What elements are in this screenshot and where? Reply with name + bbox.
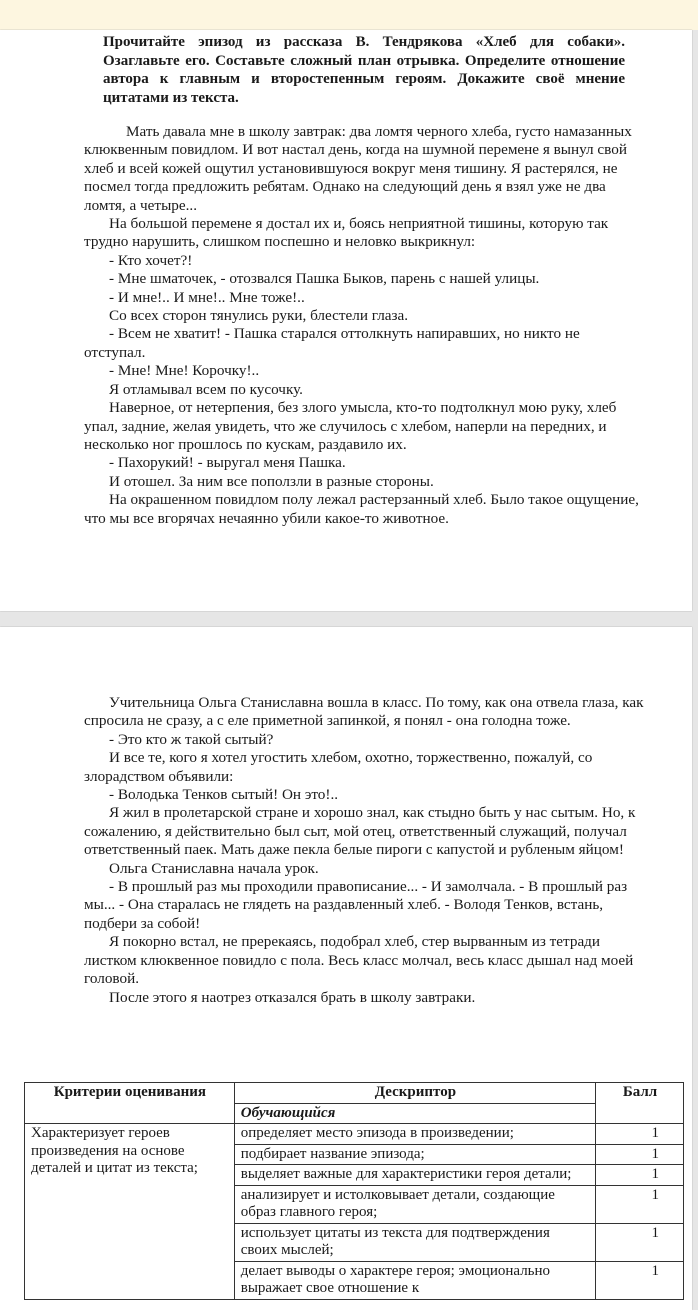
- paragraph: Мать давала мне в школу завтрак: два ломтя черного хлеба, густо намазанных клюквенным повидлом. И вот настал день, когда на шумной перемене я вынул свой хлеб и всей кожей ощутил установившуюся вокруг меня тишину. Я растерялся, не посмел тогда предложить ребятам. Однако на следующий день я взял уже не два ломтя, а четыре...: [84, 123, 632, 214]
- paragraph: После этого я наотрез отказался брать в школу завтраки.: [109, 988, 476, 1006]
- descriptor-cell: определяет место эпизода в произведении;: [234, 1124, 595, 1145]
- paragraph: - И мне!.. И мне!.. Мне тоже!..: [109, 288, 305, 306]
- document-page-2: [0, 627, 692, 1310]
- paragraph: И отошел. За ним все поползли в разные стороны.: [109, 472, 434, 490]
- score-cell: 1: [596, 1223, 684, 1261]
- criterion-cell: Характеризует героев произведения на основе деталей и цитат из текста;: [25, 1124, 235, 1300]
- assessment-criteria-table: [24, 1082, 684, 1300]
- paragraph: - Володька Тенков сытый! Он это!..: [109, 786, 339, 804]
- paragraph: Я жил в пролетарской стране и хорошо знал, как стыдно быть у нас сытым. Но, к сожалению, я действительно был сыт, мой отец, ответственный служащий, получал ответственный паек. Мать даже пекла белые пироги с капустой и рубленым яйцом!: [84, 804, 636, 859]
- descriptor-cell: подбирает название эпизода;: [234, 1144, 595, 1165]
- document-page-1: [0, 30, 692, 611]
- paragraph: Ольга Станиславна начала урок.: [109, 859, 319, 877]
- paragraph: Со всех сторон тянулись руки, блестели глаза.: [109, 307, 409, 325]
- story-text-part-2: [84, 694, 644, 1007]
- paragraph: - В прошлый раз мы проходили правописание... - И замолчала. - В прошлый раз мы... - Она старалась не глядеть на раздавленный хлеб. - Володя Тенков, встань, подбери за собой!: [84, 878, 628, 932]
- paragraph: - Кто хочет?!: [109, 251, 193, 269]
- score-cell: 1: [596, 1185, 684, 1223]
- header-score: Балл: [596, 1083, 684, 1124]
- descriptor-cell: делает выводы о характере героя; эмоционально выражает свое отношение к: [234, 1261, 595, 1299]
- paragraph: На большой перемене я достал их и, боясь неприятной тишины, которую так трудно нарушить, слишком поспешно и неловко выкрикнул:: [84, 215, 609, 251]
- paragraph: На окрашенном повидлом полу лежал растерзанный хлеб. Было такое ощущение, что мы все вгорячах нечаянно убили какое-то животное.: [84, 491, 639, 527]
- subheader-learner: Обучающийся: [234, 1103, 595, 1124]
- task-instruction: Прочитайте эпизод из рассказа В. Тендрякова «Хлеб для собаки». Озаглавьте его. Составьте сложный план отрывка. Определите отношение автора к главным и второстепенным героям. Докажите своё мнение цитатами из текста.: [103, 34, 625, 106]
- score-cell: 1: [596, 1144, 684, 1165]
- paragraph: Я покорно встал, не пререкаясь, подобрал хлеб, стер вырванным из тетради листком клюквенное повидло с пола. Весь класс молчал, весь класс дышал над моей головой.: [84, 933, 634, 988]
- header-descriptor: Дескриптор: [234, 1083, 595, 1104]
- table-row: [25, 1124, 684, 1145]
- score-cell: 1: [596, 1165, 684, 1186]
- paragraph: Учительница Ольга Станиславна вошла в класс. По тому, как она отвела глаза, как спросила не сразу, а с еле приметной запинкой, я понял - она голодна тоже.: [84, 694, 644, 730]
- paragraph: Наверное, от нетерпения, без злого умысла, кто-то подтолкнул мою руку, хлеб упал, задние, желая увидеть, что же случилось с хлебом, наперли на передних, и несколько ног прошлось по кускам, раздавило их.: [84, 399, 617, 453]
- descriptor-cell: анализирует и истолковывает детали, создающие образ главного героя;: [234, 1185, 595, 1223]
- descriptor-cell: выделяет важные для характеристики героя детали;: [234, 1165, 595, 1186]
- score-cell: 1: [596, 1124, 684, 1145]
- paragraph: - Пахорукий! - выругал меня Пашка.: [109, 454, 346, 472]
- paragraph: И все те, кого я хотел угостить хлебом, охотно, торжественно, пожалуй, со злорадством объявили:: [84, 749, 593, 785]
- paragraph: - Мне! Мне! Корочку!..: [109, 362, 260, 380]
- table-header-row: [25, 1083, 684, 1104]
- top-bar: [0, 0, 698, 30]
- story-text-part-1: [84, 123, 644, 528]
- paragraph: - Мне шматочек, - отозвался Пашка Быков, парень с нашей улицы.: [109, 270, 540, 288]
- score-cell: 1: [596, 1261, 684, 1299]
- paragraph: - Это кто ж такой сытый?: [109, 730, 274, 748]
- descriptor-cell: использует цитаты из текста для подтверждения своих мыслей;: [234, 1223, 595, 1261]
- header-criteria: Критерии оценивания: [25, 1083, 235, 1124]
- paragraph: Я отламывал всем по кусочку.: [109, 380, 303, 398]
- paragraph: - Всем не хватит! - Пашка старался оттолкнуть напиравших, но никто не отступал.: [84, 325, 580, 361]
